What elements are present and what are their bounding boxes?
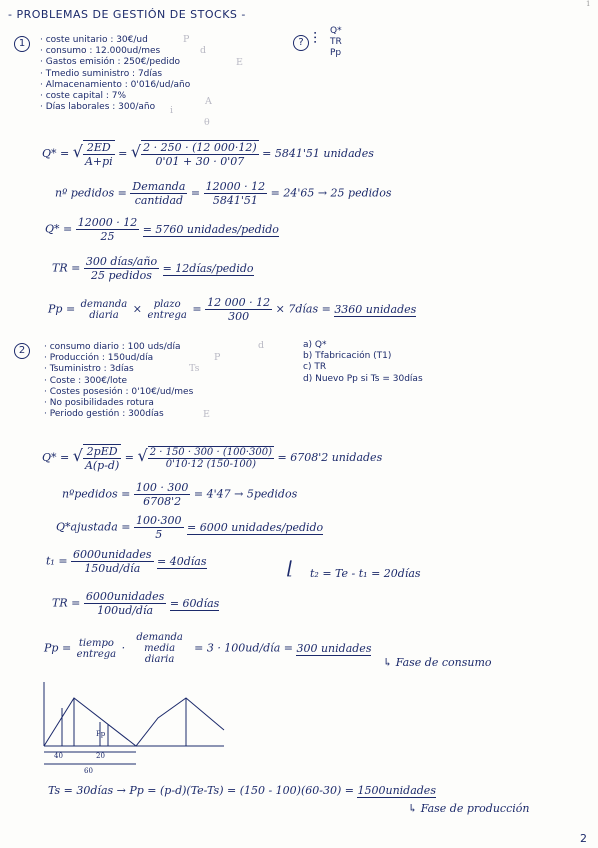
data-item: · No posibilidades rotura (44, 398, 154, 409)
frac-num: tiempo (78, 637, 114, 649)
frac-num: plazo (153, 298, 181, 310)
faint-mark: i (170, 105, 174, 116)
problem-2-number: 2 (14, 343, 30, 359)
np-fraction (134, 481, 190, 508)
bracket-mark: ⌊ (287, 558, 295, 579)
tr-fraction (84, 255, 159, 282)
frac-den: cantidad (134, 194, 184, 207)
ts-note: ↳ Fase de producción (408, 802, 530, 815)
frac-num: 2pED (83, 445, 121, 459)
faint-mark: P (214, 352, 221, 363)
p2-pp-formula: Pp = tiempo entrega · demanda media diaria = 3 · 100ud/día = 300 unidades (44, 632, 372, 665)
asked-item: Pp (330, 48, 342, 58)
tr-formula (52, 255, 254, 282)
frac-den: 100ud/día (97, 604, 154, 617)
q-star-2-formula (45, 216, 279, 243)
problem-1-number: 1 (14, 36, 30, 52)
question-circle: ? (293, 35, 309, 51)
q2-result: = 5760 unidades/pedido (142, 222, 279, 236)
tr-result: = 12días/pedido (162, 261, 254, 275)
q2-label: Q* = (45, 222, 73, 236)
pp-c (205, 296, 272, 323)
q-result: = 6708'2 unidades (277, 451, 383, 464)
faint-mark: E (236, 57, 243, 68)
data-item: · Tsuministro : 3días (44, 364, 134, 375)
faint-mark: P (183, 34, 190, 45)
stock-graph (38, 678, 228, 778)
t1-result: = 40días (157, 554, 207, 568)
problem-1-asked (330, 26, 342, 59)
data-item: · consumo : 12.000ud/mes (40, 46, 161, 57)
t2-text: t₂ = Te - t₁ = 20días (310, 567, 421, 580)
data-item: · Días laborales : 300/año (40, 102, 156, 113)
asked-item: Q* (330, 26, 342, 36)
tr-fraction (84, 590, 166, 617)
data-item: · Periodo gestión : 300días (44, 409, 164, 420)
ts-line: Ts = 30días → Pp = (p-d)(Te-Ts) = (150 - 100)(60-30) = (48, 784, 354, 797)
data-item: · Gastos emisión : 250€/pedido (40, 57, 181, 68)
frac-num: 6000unidades (73, 548, 152, 561)
frac-den: 25 (100, 230, 115, 243)
q-star-values (141, 140, 259, 168)
q-label: Q* = (42, 451, 70, 464)
times-sign: × (132, 302, 142, 316)
tr-result: = 60días (169, 596, 220, 610)
npedidos-values (204, 180, 267, 207)
graph-label-60: 60 (84, 767, 93, 775)
frac-den: 6708'2 (143, 495, 182, 508)
page-title: - PROBLEMAS DE GESTIÓN DE STOCKS - (8, 8, 246, 21)
frac-num: demanda media (136, 632, 183, 654)
data-item: · consumo diario : 100 uds/día (44, 342, 181, 352)
pp-b (129, 632, 191, 665)
pp-pre: × 7días = (275, 302, 331, 316)
frac-num: 12 000 · 12 (207, 296, 271, 309)
q-star-formula: Q* = √ $\frac{2ED}{A+pi}$ = √ $\frac{2 \cdot 250 \cdot (12 000\cdot 12)}{0'01 + 30 \cdot 0'07}$ = 5841'51 unidades (42, 141, 374, 168)
tr-label: TR = (52, 596, 81, 610)
ts-result: 1500unidades (357, 784, 436, 797)
problem-2-asked (303, 340, 423, 385)
frac-den: 300 (228, 310, 250, 323)
frac-num: 100·300 (136, 514, 182, 527)
data-item: · Almacenamiento : 0'016/ud/año (40, 79, 191, 90)
pp-note: ↳ Fase de consumo (383, 656, 492, 669)
frac-den: 0'10·12 (150-100) (165, 459, 256, 470)
frac-den: 5841'51 (212, 194, 258, 207)
faint-mark: d (200, 45, 207, 56)
faint-mark: A (205, 96, 212, 107)
qa-fraction (134, 514, 184, 541)
pp-calc: = 3 · 100ud/día = (194, 641, 293, 655)
npedidos-label: nº pedidos = (55, 186, 127, 200)
data-item: · coste capital : 7% (40, 91, 127, 102)
frac-den: A+pi (84, 155, 113, 168)
frac-den: entrega (76, 648, 117, 660)
frac-num: demanda (80, 298, 128, 310)
faint-mark: Ts (189, 363, 200, 374)
pp-a (79, 299, 130, 321)
graph-label-40: 40 (54, 752, 63, 760)
problem-1-data-list (40, 35, 190, 113)
pp-a (75, 638, 118, 660)
data-item: · coste unitario : 30€/ud (40, 35, 148, 45)
frac-den: 0'01 + 30 · 0'07 (155, 155, 245, 168)
pp-formula (48, 296, 416, 323)
npedidos-result: = 24'65 → 25 pedidos (270, 186, 392, 200)
q-star-result: = 5841'51 unidades (262, 147, 374, 160)
asked-item: a) Q* (303, 340, 327, 350)
asked-item: d) Nuevo Pp si Ts = 30días (303, 373, 423, 384)
frac-num: 12000 · 12 (205, 180, 266, 193)
page-number: 2 (580, 832, 587, 845)
np-label: nºpedidos = (62, 487, 131, 501)
frac-den: 150ud/día (84, 562, 141, 575)
brace-icon: ⫶ (313, 29, 318, 48)
q2-fraction (76, 216, 139, 243)
p2-t1-formula (46, 548, 207, 575)
pp-result: 3360 unidades (334, 302, 417, 316)
npedidos-fraction (130, 180, 187, 207)
frac-den: 5 (155, 528, 163, 541)
frac-num: 300 días/año (85, 255, 158, 268)
equals-sign: = (192, 302, 202, 316)
data-item: · Costes posesión : 0'10€/ud/mes (44, 386, 194, 397)
t1-fraction (71, 548, 153, 575)
p2-qa-formula (56, 514, 323, 541)
pp-b (145, 299, 188, 321)
faint-mark: E (203, 409, 210, 420)
ts-formula (48, 784, 436, 797)
frac-num: 2ED (83, 141, 115, 155)
frac-den: A(p-d) (84, 459, 120, 472)
pp-result: 300 unidades (296, 641, 372, 655)
asked-item: c) TR (303, 362, 327, 373)
qa-result: = 6000 unidades/pedido (187, 520, 324, 534)
frac-num: 6000unidades (85, 590, 165, 603)
data-item: · Coste : 300€/lote (44, 375, 128, 386)
q-fraction (83, 444, 121, 472)
data-item: · Producción : 150ud/día (44, 353, 154, 364)
frac-den: diaria (89, 309, 119, 321)
frac-num: 2 · 150 · 300 · (100·300) (149, 447, 272, 458)
q-star-fraction (83, 140, 115, 168)
asked-item: TR (330, 37, 342, 47)
frac-den: entrega (147, 309, 187, 321)
frac-num: 100 · 300 (135, 481, 189, 494)
p2-q-formula: Q* = √ $\frac{\text{2pED}}{A(p-d)}$ = √ $\frac{2 \cdot 150 \cdot 300 \cdot (100\cdot 300)}{0'10\cdot 12 (150-100)}$ = 6708'2 unidades (42, 445, 383, 472)
data-item: · Tmedio suministro : 7días (40, 68, 163, 79)
corner-mark: 1 (586, 0, 591, 8)
faint-mark: θ (204, 117, 210, 128)
pp-label: Pp = (44, 641, 72, 655)
npedidos-formula: nº pedidos = $\frac{\text{Demanda}}{\text{cantidad}}$ = $\frac{12000 \cdot 12}{5841'51}$ = 24'65 → 25 pedidos (55, 180, 392, 207)
frac-den: diaria (144, 654, 175, 665)
p2-tr-formula (52, 590, 219, 617)
pp-label: Pp = (48, 302, 76, 316)
frac-num: 12000 · 12 (77, 216, 138, 229)
stock-line (44, 698, 224, 746)
q-star-label: Q* = (42, 147, 70, 160)
frac-den: 25 pedidos (91, 269, 152, 282)
problem-2-data-list (44, 342, 193, 420)
graph-label-20: 20 (96, 752, 105, 760)
tr-label: TR = (52, 261, 81, 275)
frac-num: Demanda (132, 180, 186, 193)
p2-npedidos-formula (62, 481, 297, 508)
asked-item: b) Tfabricación (T1) (303, 351, 392, 362)
qa-label: Q*ajustada = (56, 520, 131, 534)
graph-label-pp: Pp (96, 730, 106, 738)
np-result: = 4'47 → 5pedidos (193, 487, 298, 501)
t1-label: t₁ = (46, 554, 68, 568)
faint-mark: d (258, 340, 265, 351)
q-values (148, 446, 274, 470)
frac-num: 2 · 250 · (12 000·12) (143, 141, 257, 154)
